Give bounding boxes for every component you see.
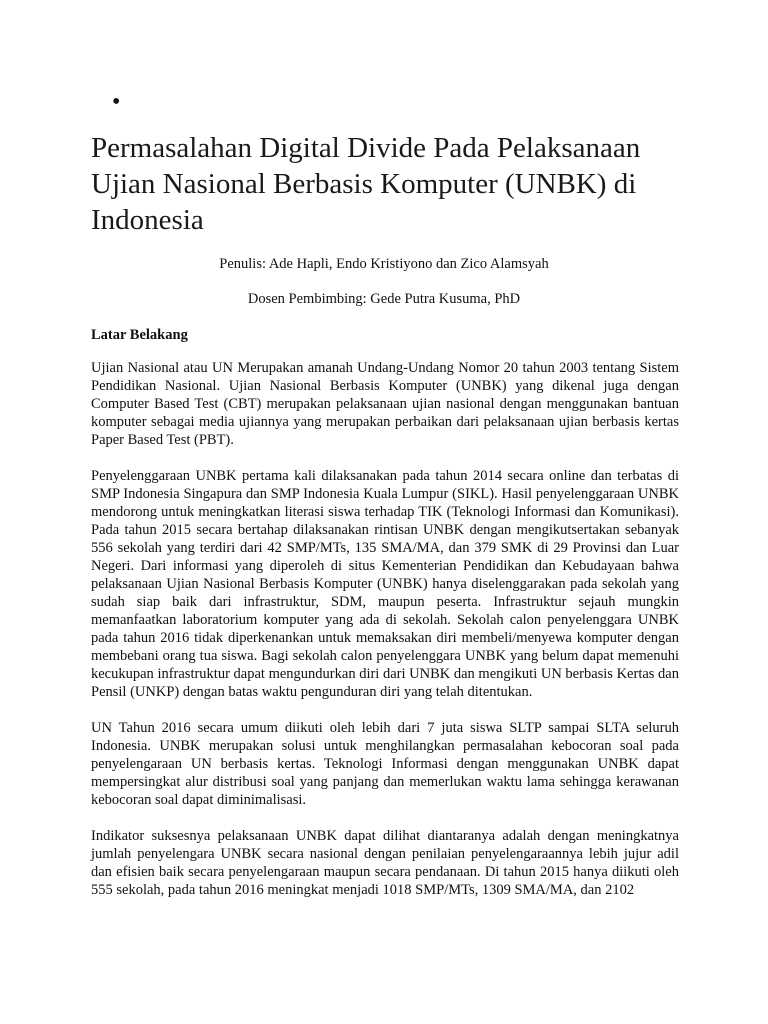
paragraph-1: Ujian Nasional atau UN Merupakan amanah Undang-Undang Nomor 20 tahun 2003 tentang Sistem Pendidikan Nasional. Ujian Nasional Berbasis Komputer (UNBK) yang dikenal juga dengan Computer Based Test (CBT) merupakan pelaksanaan ujian nasional dengan menggunakan bantuan komputer sebagai media ujiannya yang merupakan perbaikan dari pelaksanaan ujian berbasis kertas Paper Based Test (PBT). (91, 360, 679, 448)
advisor-line: Dosen Pembimbing: Gede Putra Kusuma, PhD (247, 291, 521, 307)
paragraph-2: Penyelenggaraan UNBK pertama kali dilaksanakan pada tahun 2014 secara online dan terbatas di SMP Indonesia Singapura dan SMP Indonesia Kuala Lumpur (SIKL). Hasil penyelenggaraan UNBK mendorong untuk meningkatkan literasi siswa terhadap TIK (Teknologi Informasi dan Komunikasi). Pada tahun 2015 secara bertahap dilaksanakan rintisan UNBK dengan mengikutsertakan sebanyak 556 sekolah yang terdiri dari 42 SMP/MTs, 135 SMA/MA, dan 379 SMK di 29 Provinsi dan Luar Negeri. Dari informasi yang diperoleh di situs Kementerian Pendidikan dan Kebudayaan bahwa pelaksanaan Ujian Nasional Berbasis Komputer (UNBK) hanya diselenggarakan pada sekolah yang sudah siap baik dari infrastruktur, SDM, maupun peserta. Infrastruktur sejauh mungkin memanfaatkan laboratorium komputer yang ada di sekolah. Sekolah calon penyelenggara UNBK pada tahun 2016 tidak diperkenankan untuk memaksakan diri membeli/menyewa komputer dengan membebani orang tua siswa. Bagi sekolah calon penyelenggara UNBK yang belum dapat memenuhi kecukupan infrastruktur dapat mengundurkan diri dari UNBK dan mengikuti UN berbasis Kertas dan Pensil (UNKP) dengan batas waktu pengunduran diri yang telah ditentukan. (91, 468, 679, 700)
bullet-point: • (112, 89, 121, 115)
paragraph-3: UN Tahun 2016 secara umum diikuti oleh lebih dari 7 juta siswa SLTP sampai SLTA seluruh Indonesia. UNBK merupakan solusi untuk menghilangkan permasalahan kebocoran soal pada penyelengaraan UN berbasis kertas. Teknologi Informasi dengan menggunakan UNBK dapat mempersingkat alur distribusi soal yang panjang dan memerlukan waktu lama sehingga kerawanan kebocoran soal dapat diminimalisasi. (91, 720, 679, 808)
body-text (91, 359, 679, 917)
paragraph-4: Indikator suksesnya pelaksanaan UNBK dapat dilihat diantaranya adalah dengan meningkatnya jumlah penyelengara UNBK secara nasional dengan penilaian penyelengaraannya lebih jujur adil dan efisien baik secara penyelengaraan maupun secara pendanaan. Di tahun 2015 hanya diikuti oleh 555 sekolah, pada tahun 2016 meningkat menjadi 1018 SMP/MTs, 1309 SMA/MA, dan 2102 (91, 828, 679, 898)
document-title: Permasalahan Digital Divide Pada Pelaksanaan Ujian Nasional Berbasis Komputer (UNBK) di Indonesia (91, 132, 641, 236)
author-line: Penulis: Ade Hapli, Endo Kristiyono dan Zico Alamsyah (219, 256, 549, 272)
section-heading: Latar Belakang (91, 327, 188, 343)
